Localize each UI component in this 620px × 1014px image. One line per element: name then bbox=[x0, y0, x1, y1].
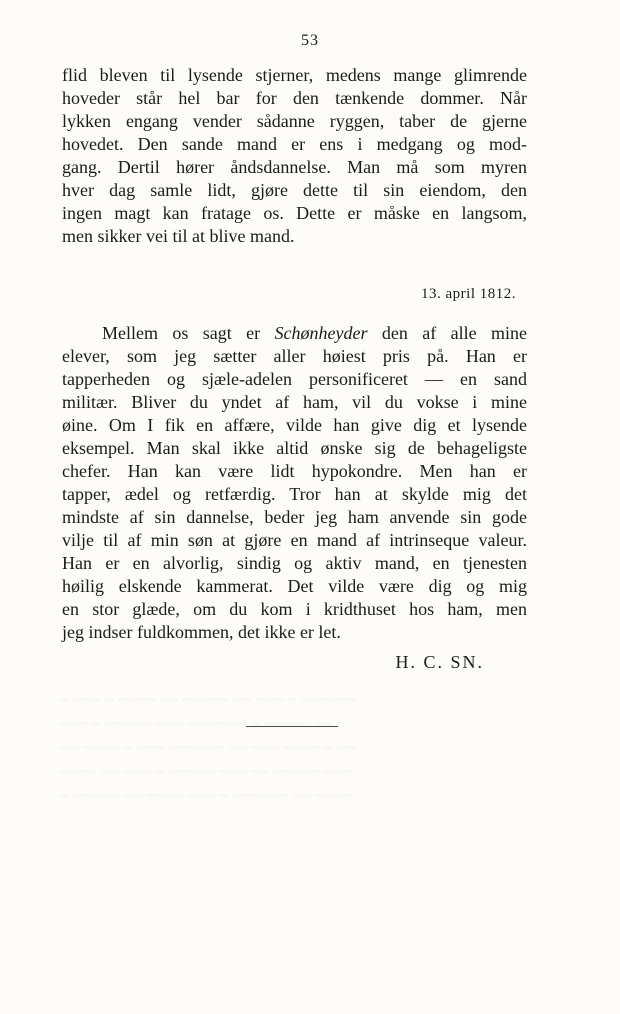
text-line: høilig elskende kammerat. Det vilde være dig og mig bbox=[62, 576, 527, 596]
text-line: men sikker vei til at blive mand. bbox=[62, 226, 295, 246]
bleed-through-texture: ~ ~~~~~ ~~ ~~~~ ~~~ ~ ~~~~~~ ~~ ~~~~ bbox=[60, 786, 352, 805]
bleed-through-texture: ~ ~~~ ~ ~~~~ ~~ ~~~~~ ~~ ~~~ ~ ~~~~~~ bbox=[60, 690, 356, 709]
bleed-through-texture: ~~~~ ~~ ~~~ ~ ~~~~~ ~~~ ~~ ~~~~~ ~~~ bbox=[60, 762, 352, 781]
text-line: lykken engang vender sådanne ryggen, taber de gjerne bbox=[62, 111, 527, 131]
page-number: 53 bbox=[301, 32, 319, 49]
bleed-through-texture: ~~ ~~~~ ~ ~~~ ~~~~~~ ~~ ~~~ ~~~~ ~ ~~ bbox=[60, 738, 356, 757]
text-line: flid bleven til lysende stjerner, medens mange glimrende bbox=[62, 65, 527, 85]
text-line: en stor glæde, om du kom i kridthuset hos ham, men bbox=[62, 599, 527, 619]
text-line: eksempel. Man skal ikke altid ønske sig de behageligste bbox=[62, 438, 527, 458]
text-line: mindste af sin dannelse, beder jeg ham anvende sin gode bbox=[62, 507, 527, 527]
text-line: elever, som jeg sætter aller høiest pris på. Han er bbox=[62, 346, 527, 366]
text-line: tapper, ædel og retfærdig. Tror han at skylde mig det bbox=[62, 484, 527, 504]
letter-date: 13. april 1812. bbox=[421, 286, 516, 302]
text-line: vilje til af min søn at gjøre en mand af intrinseque valeur. bbox=[62, 530, 527, 550]
text-line: øine. Om I fik en affære, vilde han give dig et lysende bbox=[62, 415, 527, 435]
text-line-first bbox=[102, 322, 527, 345]
signature: H. C. SN. bbox=[395, 652, 484, 672]
text-line: ingen magt kan fratage os. Dette er måske en langsom, bbox=[62, 203, 527, 223]
text-line: militær. Bliver du yndet af ham, vil du vokse i mine bbox=[62, 392, 527, 412]
text-segment: den af alle mine bbox=[367, 323, 527, 343]
text-line: Han er en alvorlig, sindig og aktiv mand, en tjenesten bbox=[62, 553, 527, 573]
text-line: gang. Dertil hører åndsdannelse. Man må som myren bbox=[62, 157, 527, 177]
text-line: hver dag samle lidt, gjøre dette til sin eiendom, den bbox=[62, 180, 527, 200]
text-line: tapperheden og sjæle-adelen personificeret — en sand bbox=[62, 369, 527, 389]
text-line: chefer. Han kan være lidt hypokondre. Men han er bbox=[62, 461, 527, 481]
text-line: hoveder står hel bar for den tænkende dommer. Når bbox=[62, 88, 527, 108]
bleed-through-texture: ~~~ ~ ~~~~~ ~~~ ~~ ~~~~ ~ ~~~~~ ~~ bbox=[60, 714, 334, 733]
text-line: hovedet. Den sande mand er ens i medgang og mod- bbox=[62, 134, 527, 154]
person-name: Schønheyder bbox=[274, 323, 368, 343]
text-line: jeg indser fuldkommen, det ikke er let. bbox=[62, 622, 341, 642]
text-segment: Mellem os sagt er bbox=[102, 323, 275, 343]
